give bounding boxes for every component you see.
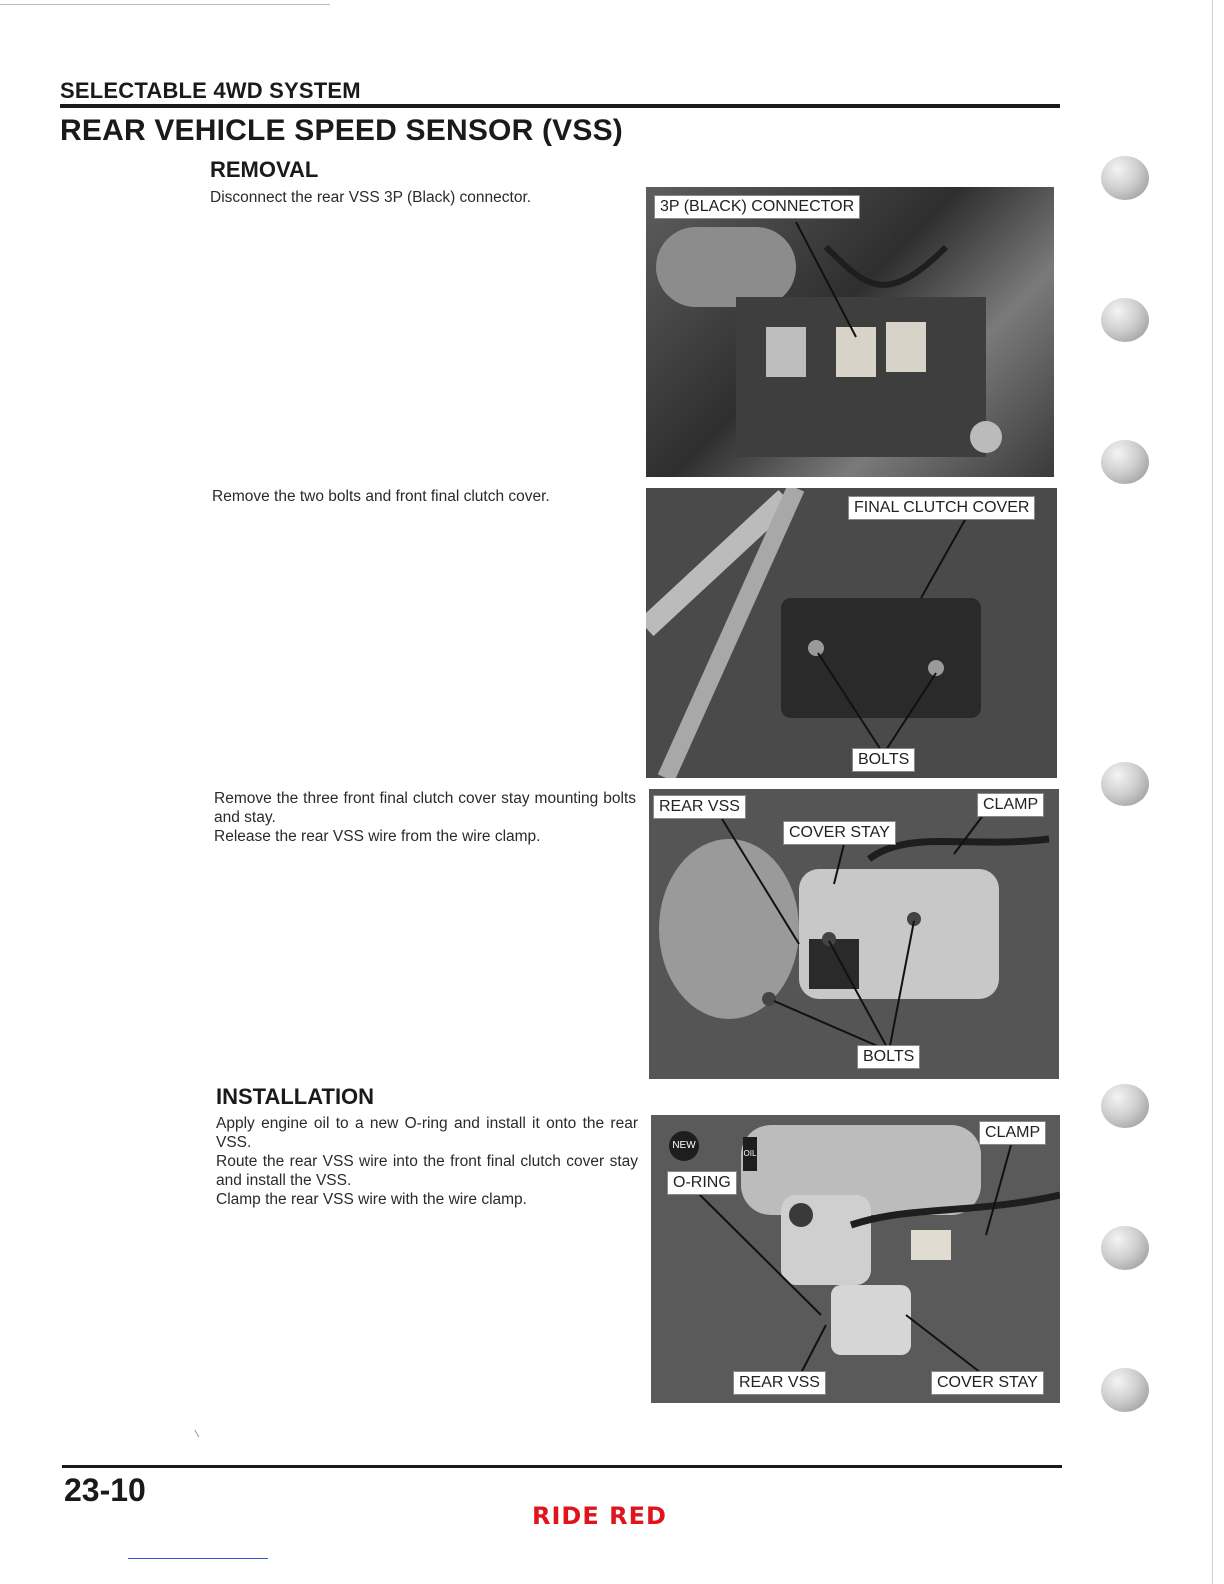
footer-rule (62, 1465, 1062, 1468)
bottom-link-underline (128, 1558, 268, 1559)
callout-o-ring: O-RING (667, 1171, 737, 1195)
removal-step-3-line-2: Release the rear VSS wire from the wire clamp. (214, 828, 541, 845)
callout-3p-connector: 3P (BLACK) CONNECTOR (654, 195, 860, 219)
callout-clamp: CLAMP (977, 793, 1044, 817)
binder-hole (1101, 1084, 1149, 1128)
installation-line-1: Apply engine oil to a new O-ring and install it onto the rear VSS. (216, 1115, 638, 1151)
binder-hole (1101, 762, 1149, 806)
photo-cover-stay (649, 789, 1059, 1079)
new-part-badge-icon: NEW (669, 1131, 699, 1161)
removal-step-2: Remove the two bolts and front final clutch cover. (212, 488, 550, 505)
watermark-logo: RIDE RED (532, 1502, 667, 1530)
photo-final-clutch-cover (646, 488, 1057, 778)
binder-hole (1101, 298, 1149, 342)
removal-step-3 (214, 789, 636, 846)
scan-mark (194, 1427, 204, 1437)
callout-rear-vss-install: REAR VSS (733, 1371, 826, 1395)
installation-steps (216, 1114, 638, 1209)
photo-3p-connector (646, 187, 1054, 477)
section-title: SELECTABLE 4WD SYSTEM (60, 78, 361, 103)
callout-final-clutch-cover: FINAL CLUTCH COVER (848, 496, 1035, 520)
callout-cover-stay: COVER STAY (783, 821, 896, 845)
installation-heading: INSTALLATION (216, 1084, 375, 1109)
callout-bolts-cover: BOLTS (852, 748, 915, 772)
callout-bolts-stay: BOLTS (857, 1045, 920, 1069)
page-title: REAR VEHICLE SPEED SENSOR (VSS) (60, 114, 623, 147)
callout-rear-vss: REAR VSS (653, 795, 746, 819)
binder-hole (1101, 440, 1149, 484)
top-edge-rule (0, 4, 330, 5)
oil-can-icon: OIL (743, 1137, 757, 1171)
removal-heading: REMOVAL (210, 157, 319, 182)
removal-step-3-line-1: Remove the three front final clutch cover stay mounting bolts and stay. (214, 790, 636, 826)
removal-step-1: Disconnect the rear VSS 3P (Black) connector. (210, 189, 532, 206)
callout-clamp-install: CLAMP (979, 1121, 1046, 1145)
section-rule (60, 104, 1060, 108)
installation-line-2: Route the rear VSS wire into the front final clutch cover stay and install the VSS. (216, 1153, 638, 1189)
binder-hole (1101, 1368, 1149, 1412)
callout-cover-stay-install: COVER STAY (931, 1371, 1044, 1395)
page-edge (1212, 0, 1213, 1584)
page-number: 23-10 (64, 1472, 146, 1508)
photo-installation (651, 1115, 1060, 1403)
binder-hole (1101, 1226, 1149, 1270)
binder-hole (1101, 156, 1149, 200)
installation-line-3: Clamp the rear VSS wire with the wire clamp. (216, 1191, 527, 1208)
